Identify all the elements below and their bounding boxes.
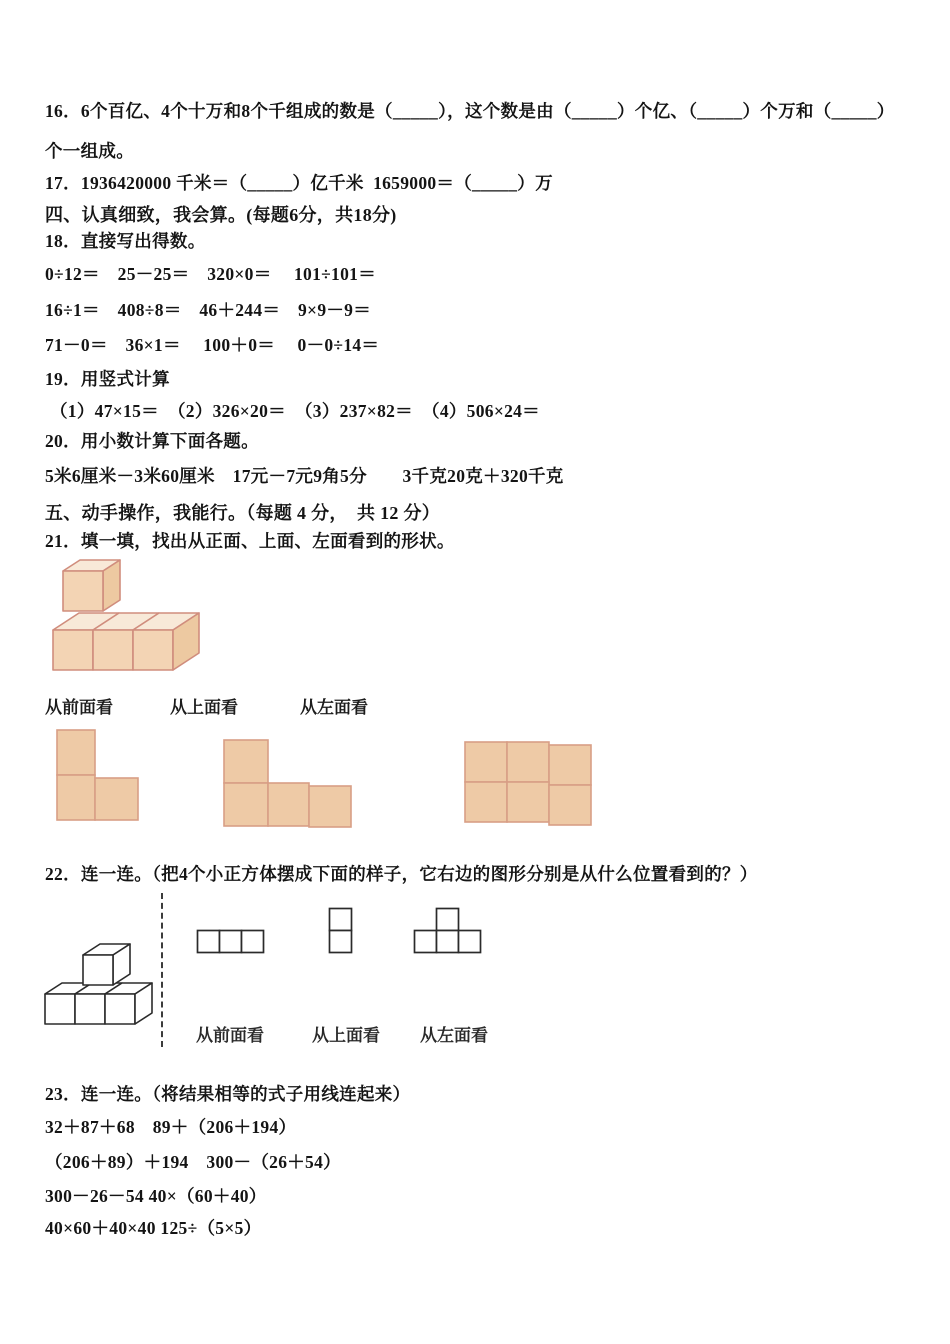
q18-row-2: 16÷1＝ 408÷8＝ 46＋244＝ 9×9－9＝ xyxy=(45,300,372,320)
section4-heading: 四、认真细致，我会算。(每题6分，共18分) xyxy=(45,205,397,225)
q22-view-label-front: 从前面看 xyxy=(196,1026,264,1045)
section5-heading: 五、动手操作，我能行。（每题 4 分， 共 12 分） xyxy=(45,503,441,523)
q20-items: 5米6厘米－3米60厘米 17元－7元9角5分 3千克20克＋320千克 xyxy=(45,466,564,486)
q22-top-view-shape xyxy=(328,907,354,956)
q22-view-label-top: 从上面看 xyxy=(312,1026,380,1045)
q22-cube-stack-3d-figure xyxy=(42,928,160,1032)
q19-items: （1）47×15＝ （2）326×20＝ （3）237×82＝ （4）506×24＝ xyxy=(50,401,540,421)
q21-cube-stack-3d-figure xyxy=(48,558,220,680)
q21-top-view-shape xyxy=(221,737,355,831)
q23-title: 23．连一连。（将结果相等的式子用线连起来） xyxy=(45,1084,411,1104)
q23-row-1: 32＋87＋68 89＋（206＋194） xyxy=(45,1117,297,1137)
q23-row-2: （206＋89）＋194 300－（26＋54） xyxy=(45,1152,341,1172)
q22-front-view-shape xyxy=(196,929,267,955)
q19-title: 19．用竖式计算 xyxy=(45,369,170,389)
q20-title: 20．用小数计算下面各题。 xyxy=(45,431,259,451)
q21-view-label-front: 从前面看 xyxy=(45,698,113,717)
q22-title: 22．连一连。（把4个小正方体摆成下面的样子，它右边的图形分别是从什么位置看到的？） xyxy=(45,864,758,884)
q22-view-label-left: 从左面看 xyxy=(420,1026,488,1045)
q16-line1: 16．6个百亿、4个十万和8个千组成的数是（_____），这个数是由（_____）个亿、（_____）个万和（_____） xyxy=(45,101,895,121)
q22-left-view-shape xyxy=(413,907,484,956)
q21-front-view-shape xyxy=(40,728,142,826)
q21-view-label-top: 从上面看 xyxy=(170,698,238,717)
q21-title: 21．填一填，找出从正面、上面、左面看到的形状。 xyxy=(45,531,455,551)
q18-row-1: 0÷12＝ 25－25＝ 320×0＝ 101÷101＝ xyxy=(45,264,377,284)
dashed-divider-line xyxy=(161,893,163,1047)
q18-row-3: 71－0＝ 36×1＝ 100＋0＝ 0－0÷14＝ xyxy=(45,335,380,355)
q18-title: 18．直接写出得数。 xyxy=(45,231,206,251)
q23-row-3: 300－26－54 40×（60＋40） xyxy=(45,1186,267,1206)
q17-line: 17．1936420000 千米＝（_____）亿千米 1659000＝（_____）万 xyxy=(45,173,553,193)
q16-line2: 个一组成。 xyxy=(45,141,134,161)
q23-row-4: 40×60＋40×40 125÷（5×5） xyxy=(45,1218,262,1238)
q21-left-view-shape xyxy=(462,739,596,829)
q21-view-label-left: 从左面看 xyxy=(300,698,368,717)
